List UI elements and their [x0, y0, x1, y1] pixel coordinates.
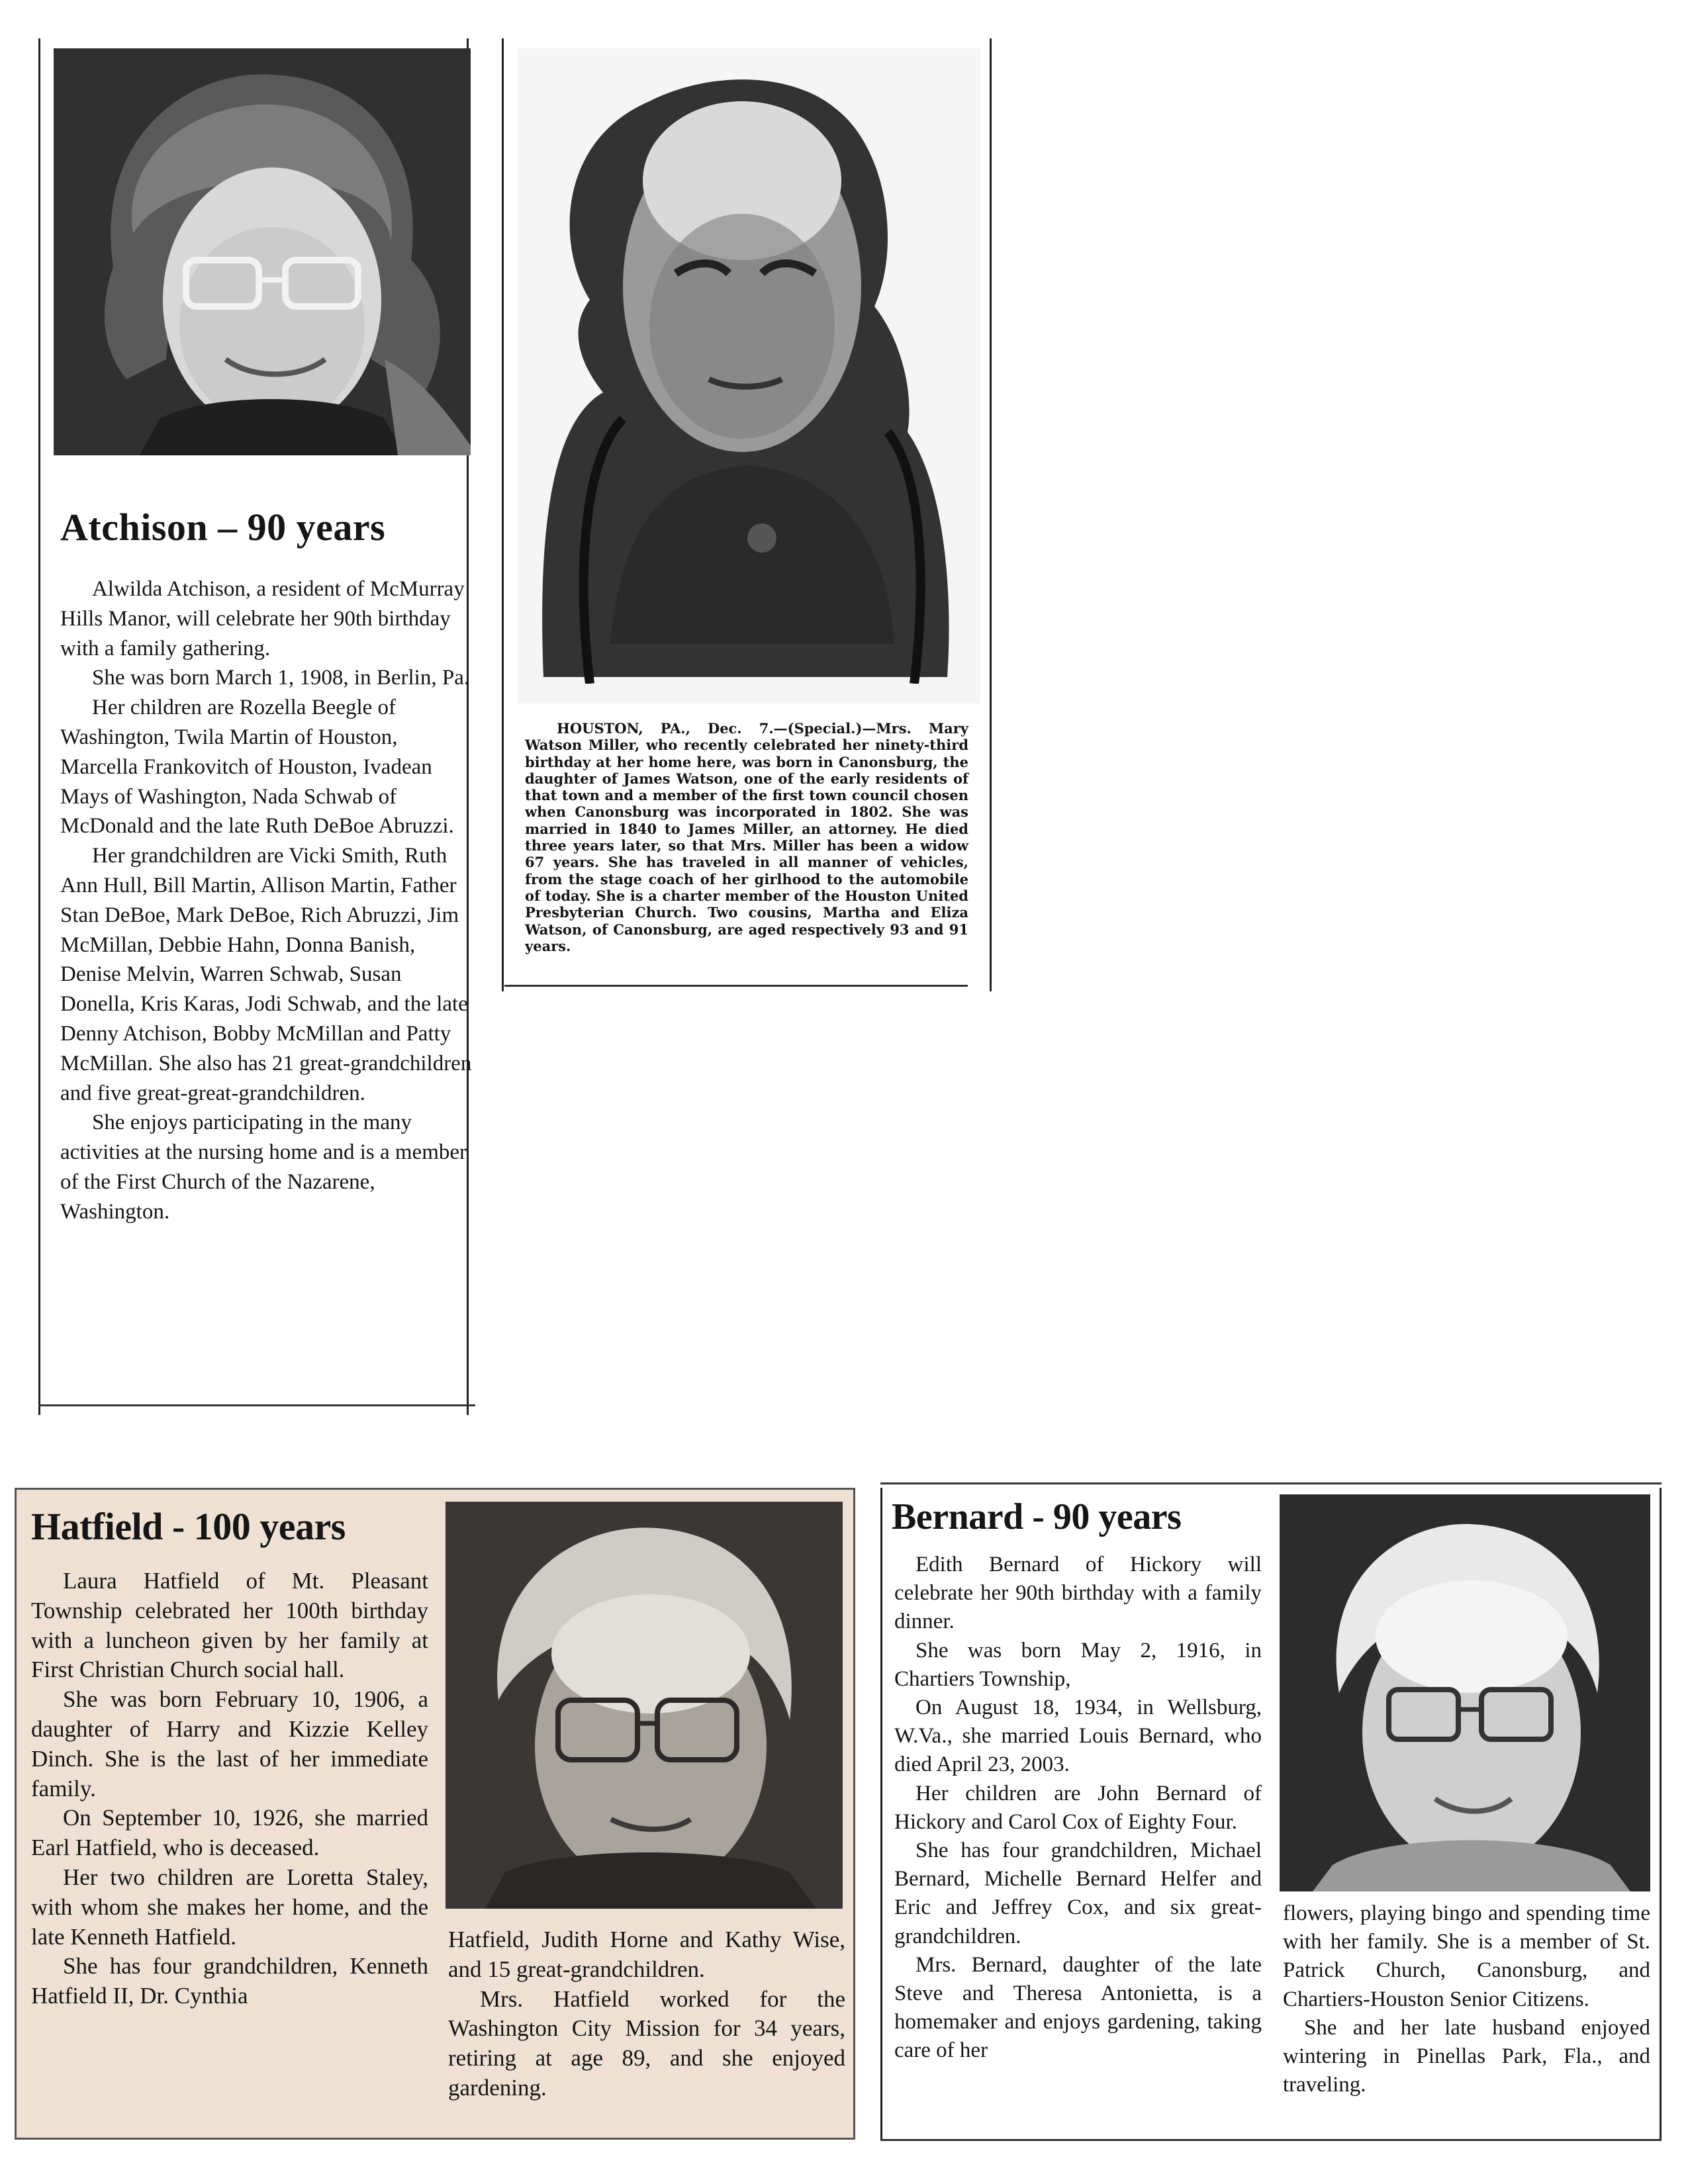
bernard-paragraph: Mrs. Bernard, daughter of the late Steve and Theresa Antonietta, is a homemaker and enjoys gardening, taking care of her [894, 1952, 1262, 2063]
atchison-paragraph: Her grandchildren are Vicki Smith, Ruth Ann Hull, Bill Martin, Allison Martin, Father Stan DeBoe, Mark DeBoe, Rich Abruzzi, Jim McMillan, Debbie Hahn, Donna Banish, Denise Melvin, Warren Schwab, Susan Donella, Kris Karas, Jodi Schwab, and the late Denny Atchison, Bobby McMillan and Patty McMillan. She also has 21 great-grandchildren and five great-great-grandchildren. [60, 844, 472, 1105]
miller-clipping [502, 38, 992, 991]
miller-article-body [525, 720, 968, 954]
miller-portrait-photo [517, 48, 980, 704]
bernard-paragraph: On August 18, 1934, in Wellsburg, W.Va., she married Louis Bernard, who died April 23, 2003. [894, 1696, 1262, 1777]
atchison-paragraph: Her children are Rozella Beegle of Washington, Twila Martin of Houston, Marcella Frankovitch of Houston, Ivadean Mays of Washington, Nada Schwab of McDonald and the late Ruth DeBoe Abruzzi. [60, 696, 454, 839]
bernard-paragraph: She and her late husband enjoyed wintering in Pinellas Park, Fla., and traveling. [1283, 2015, 1650, 2097]
bernard-paragraph: Edith Bernard of Hickory will celebrate her 90th birthday with a family dinner. [894, 1553, 1262, 1634]
bernard-paragraph: She was born May 2, 1916, in Chartiers Township, [894, 1638, 1262, 1691]
hatfield-paragraph: Her two children are Loretta Staley, with whom she makes her home, and the late Kenneth Hatfield. [31, 1864, 428, 1950]
atchison-headline: Atchison – 90 years [60, 506, 386, 549]
bernard-paragraph: flowers, playing bingo and spending time with her family. She is a member of St. Patrick Church, Canonsburg, and Chartiers-Houston Senior Citizens. [1283, 1901, 1650, 2011]
atchison-paragraph: She was born March 1, 1908, in Berlin, Pa. [92, 666, 470, 690]
hatfield-paragraph: Laura Hatfield of Mt. Pleasant Township celebrated her 100th birthday with a luncheon given by her family at First Christian Church social hall. [31, 1568, 428, 1683]
hatfield-paragraph: Mrs. Hatfield worked for the Washington City Mission for 34 years, retiring at age 89, and she enjoyed gardening. [448, 1985, 845, 2101]
bernard-column-2 [1283, 1899, 1650, 2099]
hatfield-column-2 [448, 1925, 845, 2103]
bernard-paragraph: Her children are John Bernard of Hickory and Carol Cox of Eighty Four. [894, 1781, 1262, 1834]
bernard-top-rule [880, 1482, 1662, 1484]
atchison-portrait-photo [54, 48, 471, 455]
bernard-clipping [880, 1488, 1662, 2140]
hatfield-paragraph: Hatfield, Judith Horne and Kathy Wise, and 15 great-grandchildren. [448, 1927, 845, 1982]
atchison-article-body [60, 574, 477, 1227]
hatfield-paragraph: On September 10, 1926, she married Earl Hatfield, who is deceased. [31, 1805, 428, 1861]
bernard-headline: Bernard - 90 years [892, 1496, 1182, 1537]
bernard-bottom-rule [880, 2139, 1662, 2141]
hatfield-paragraph: She has four grandchildren, Kenneth Hatfield II, Dr. Cynthia [31, 1953, 428, 2009]
hatfield-headline: Hatfield - 100 years [31, 1505, 346, 1548]
atchison-paragraph: She enjoys participating in the many activities at the nursing home and is a member of the First Church of the Nazarene, Washington. [60, 1111, 467, 1224]
atchison-clipping [38, 38, 472, 1415]
hatfield-column-1 [31, 1567, 428, 2011]
miller-paragraph: HOUSTON, PA., Dec. 7.—(Special.)—Mrs. Mary Watson Miller, who recently celebrated her ninety-third birthday at her home here, was born in Canonsburg, the daughter of James Watson, one of the early residents of that town and a member of the first town council chosen when Canonsburg was incorporated in 1802. She was married in 1840 to James Miller, an attorney. He died three years later, so that Mrs. Miller has been a widow 67 years. She has traveled in all manner of vehicles, from the stage coach of her girlhood to the automobile of today. She is a charter member of the Houston United Presbyterian Church. Two cousins, Martha and Eliza Watson, of Canonsburg, are aged respectively 93 and 91 years. [525, 720, 968, 954]
bernard-paragraph: She has four grandchildren, Michael Bernard, Michelle Bernard Helfer and Eric and Jeffrey Cox, and six great-grandchildren. [894, 1839, 1262, 1948]
hatfield-paragraph: She was born February 10, 1906, a daughter of Harry and Kizzie Kelley Dinch. She is the last of her immediate family. [31, 1686, 428, 1801]
miller-bottom-rule [504, 985, 968, 987]
hatfield-portrait-photo [445, 1502, 843, 1909]
atchison-paragraph: Alwilda Atchison, a resident of McMurray Hills Manor, will celebrate her 90th birthday with a family gathering. [60, 577, 465, 660]
bernard-column-1 [894, 1551, 1262, 2066]
bernard-portrait-photo [1280, 1494, 1650, 1891]
atchison-bottom-rule [38, 1404, 475, 1406]
hatfield-clipping [15, 1488, 855, 2140]
